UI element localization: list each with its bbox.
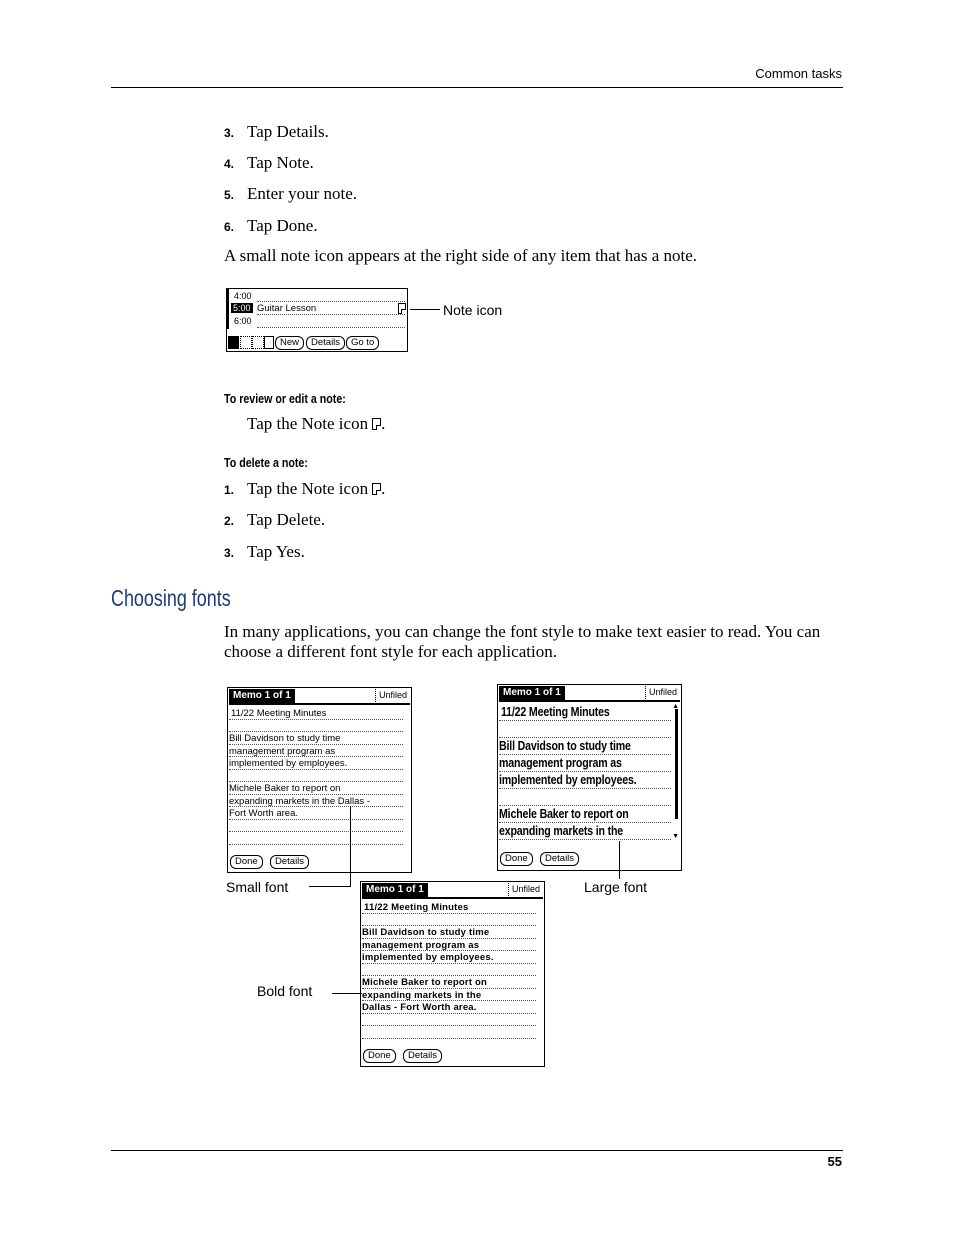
memo-line-text: Bill Davidson to study time [499,739,631,753]
step-item [224,184,357,205]
memo-line [362,1000,536,1001]
memo-line [362,1013,536,1014]
memo-line-text: Dallas - Fort Worth area. [362,1002,477,1013]
memo-line-text: implemented by employees. [362,952,494,963]
details-button[interactable]: Details [306,336,345,350]
category-picker[interactable]: Unfiled [645,686,680,699]
step-number: 2. [224,514,235,528]
memo-line-text: implemented by employees. [229,758,348,769]
step-number: 1. [224,483,235,497]
step-number: 3. [224,546,235,560]
memo-line-text: implemented by employees. [499,773,637,787]
period: . [381,414,386,433]
step-text: Tap Note. [247,153,314,172]
memo-large-font [497,684,682,871]
memo-line [499,822,671,823]
memo-line [229,731,403,732]
step-number: 4. [224,157,235,171]
memo-title: Memo 1 of 1 [229,689,295,703]
note-icon-callout: Note icon [443,302,503,318]
review-instruction: Tap the Note icon [247,414,369,433]
step-item [224,542,305,563]
done-button[interactable]: Done [500,852,533,866]
memo-line-text: management program as [499,756,622,770]
event-label[interactable]: Guitar Lesson [257,303,317,314]
scroll-up-arrow-icon[interactable]: ▲ [672,702,679,710]
step-number: 5. [224,188,235,202]
memo-line [229,781,403,782]
period: . [381,479,386,498]
fonts-paragraph: In many applications, you can change the font style to make text easier to read. You can choose a different font style for each application. [224,622,821,661]
memo-line [362,938,536,939]
memo-line [362,925,536,926]
memo-line [362,913,536,914]
memo-line-text: 11/22 Meeting Minutes [231,708,327,719]
section-title: Choosing fonts [111,585,231,611]
memo-header [499,686,680,702]
note-icon [372,483,381,495]
memo-line [229,844,403,845]
memo-line [229,756,403,757]
time-bar [227,289,229,329]
note-paragraph: A small note icon appears at the right side of any item that has a note. [224,246,698,265]
memo-line [499,788,671,789]
memo-line [499,754,671,755]
memo-line [229,831,403,832]
memo-header [229,689,410,705]
memo-line-text: Fort Worth area. [229,808,298,819]
memo-line-text: Michele Baker to report on [362,977,488,988]
memo-line-text: Michele Baker to report on [499,807,629,821]
memo-line [362,988,536,989]
memo-line [257,301,405,302]
datebook-screen [226,288,408,352]
category-picker[interactable]: Unfiled [375,689,410,702]
time-slot: 4:00 [234,291,252,301]
memo-line-text: 11/22 Meeting Minutes [364,902,469,913]
day-view-icon[interactable] [228,336,239,349]
step-number: 3. [224,126,235,140]
memo-line [499,720,671,721]
callout-line [410,309,440,310]
step-item [224,122,329,143]
done-button[interactable]: Done [363,1049,396,1063]
bold-font-callout: Bold font [257,983,313,999]
large-font-callout: Large font [584,879,648,895]
memo-line [229,794,403,795]
memo-title: Memo 1 of 1 [362,883,428,897]
step-item [224,216,318,237]
review-heading: To review or edit a note: [224,391,346,406]
goto-button[interactable]: Go to [346,336,379,350]
memo-title: Memo 1 of 1 [499,686,565,700]
agenda-view-icon[interactable] [264,336,274,349]
time-slot-selected: 5:00 [233,303,251,313]
callout-line [332,993,362,994]
memo-line [499,771,671,772]
memo-line [257,314,405,315]
memo-line-text: Bill Davidson to study time [229,733,341,744]
scrollbar[interactable] [675,709,678,819]
memo-line-text: expanding markets in the Dallas - [229,795,370,807]
step-item [224,510,325,531]
step-text: Tap the Note icon [247,479,369,498]
details-button[interactable]: Details [540,852,579,866]
memo-line [362,1025,536,1026]
memo-line [362,950,536,951]
memo-line [229,769,403,770]
memo-line-text: Michele Baker to report on [229,783,341,794]
memo-bold-font [360,881,545,1067]
step-item [224,153,314,174]
category-picker[interactable]: Unfiled [508,883,543,896]
memo-line-text: Bill Davidson to study time [362,927,490,938]
step-item [224,479,385,500]
memo-line [499,805,671,806]
step-text: Tap Done. [247,216,318,235]
memo-line [362,1038,536,1039]
callout-line [309,886,351,887]
memo-header [362,883,543,899]
delete-heading: To delete a note: [224,455,308,470]
callout-line [619,841,620,879]
scroll-down-arrow-icon[interactable]: ▼ [672,832,679,840]
month-view-icon[interactable] [252,336,264,349]
memo-line [229,819,403,820]
footer-rule [111,1150,843,1151]
header-rule [111,87,843,88]
step-text: Tap Details. [247,122,329,141]
memo-line-text: management program as [362,939,480,951]
step-number: 6. [224,220,235,234]
memo-line [362,975,536,976]
step-text: Tap Yes. [247,542,305,561]
details-button[interactable]: Details [403,1049,442,1063]
memo-line [229,744,403,745]
note-icon[interactable] [398,303,406,314]
note-icon [372,418,381,430]
memo-line [257,327,405,328]
callout-line [350,806,351,887]
running-header: Common tasks [755,66,842,81]
memo-line [362,963,536,964]
memo-line [499,737,671,738]
memo-line [229,806,403,807]
review-text [247,414,385,434]
week-view-icon[interactable] [240,336,252,349]
memo-line-text: expanding markets in the [362,989,482,1001]
done-button[interactable]: Done [230,855,263,869]
small-font-callout: Small font [226,879,289,895]
memo-line-text: 11/22 Meeting Minutes [501,705,610,719]
step-text: Tap Delete. [247,510,326,529]
memo-line [229,719,403,720]
memo-line-text: management program as [229,745,336,757]
memo-line-text: expanding markets in the [499,824,624,838]
step-text: Enter your note. [247,184,357,203]
details-button[interactable]: Details [270,855,309,869]
page-number: 55 [827,1154,842,1169]
memo-small-font [227,687,412,873]
time-slot: 6:00 [234,316,252,326]
memo-line [499,839,671,840]
new-button[interactable]: New [275,336,304,350]
